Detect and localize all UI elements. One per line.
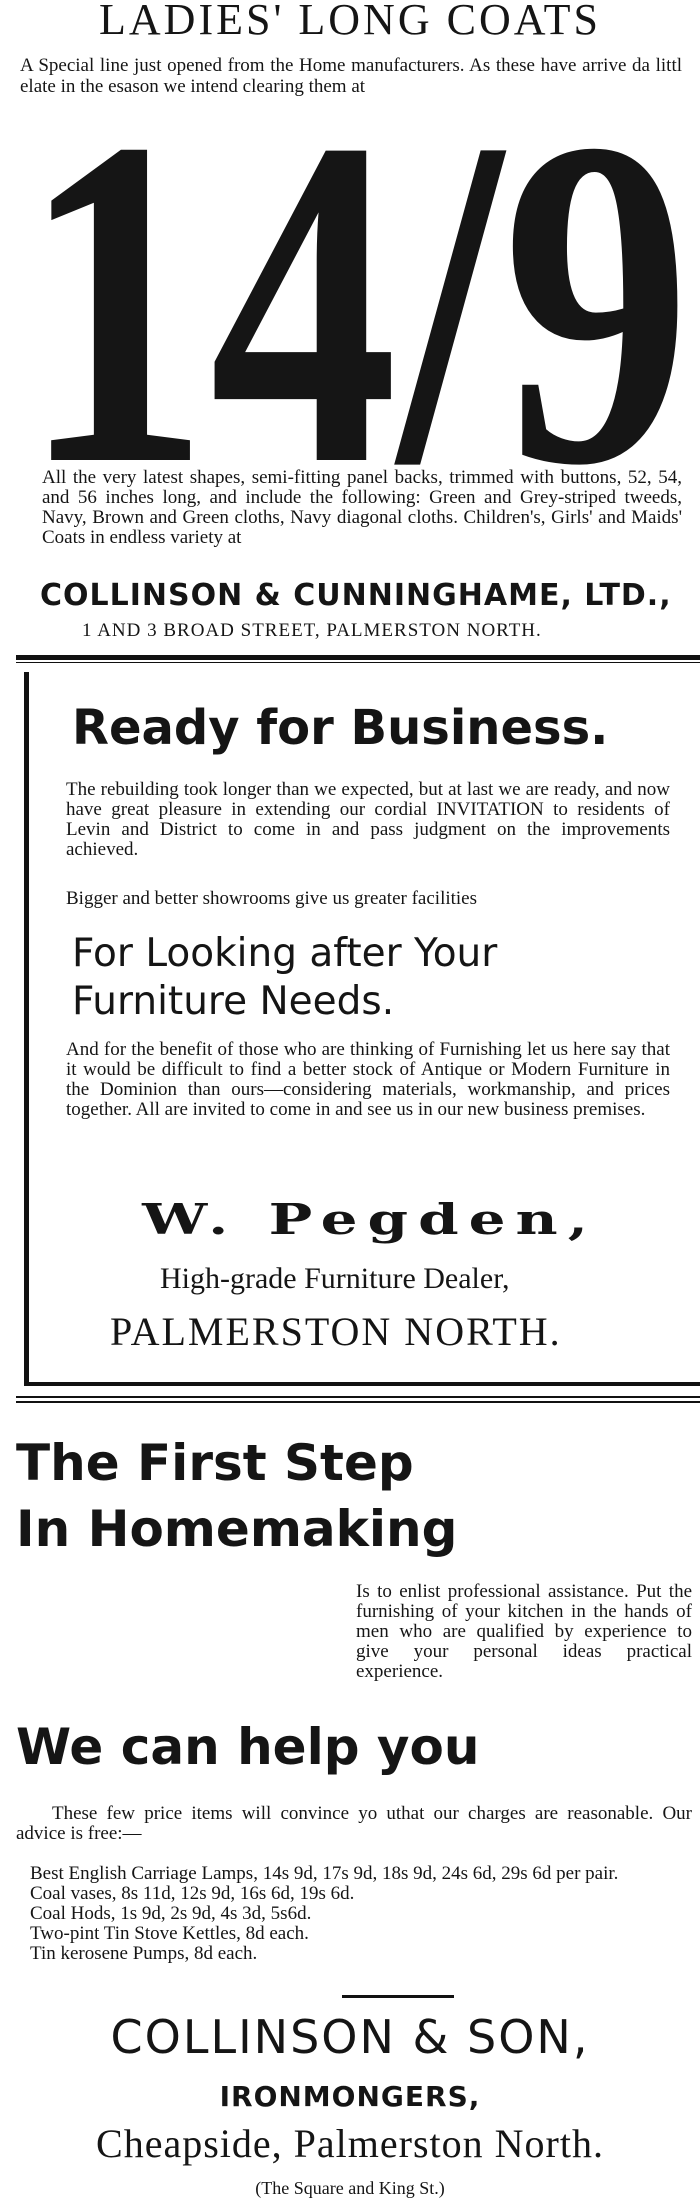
- collinson-location: Cheapside, Palmerston North.: [96, 2121, 604, 2166]
- section-divider-thin: [16, 662, 700, 663]
- pegden-subheadline-line-1: For Looking after Your: [72, 931, 498, 976]
- list-item: Two-pint Tin Stove Kettles, 8d each.: [30, 1923, 309, 1944]
- collinson-location-note: (The Square and King St.): [255, 2178, 445, 2198]
- short-divider: [342, 1995, 454, 1998]
- homemaking-lead: Is to enlist professional assistance. Put the furnishing of your kitchen in the hands of men who are qualified by experience to give your personal ideas practical experience.: [356, 1581, 692, 1682]
- coats-headline: LADIES' LONG COATS: [99, 0, 601, 44]
- coats-price-figure: 14/9: [21, 70, 691, 470]
- coats-intro: A Special line just opened from the Home manufacturers. As these have arrive da littl elate in the esason we intend clearing them at: [20, 55, 682, 97]
- coats-description: All the very latest shapes, semi-fitting panel backs, trimmed with buttons, 52, 54, and 56 inches long, and include the following: Green and Grey-striped tweeds, Navy, Brown and Green cloths, Navy diagonal cloths. Children's, Girls' and Maids' Coats in endless variety at: [42, 467, 682, 548]
- homemaking-headline-line-1: The First Step: [16, 1434, 414, 1492]
- pegden-paragraph-2: Bigger and better showrooms give us greater facilities: [66, 888, 478, 909]
- price-list: [30, 1864, 696, 1964]
- homemaking-headline-line-2: In Homemaking: [16, 1500, 458, 1558]
- coats-address: 1 AND 3 BROAD STREET, PALMERSTON NORTH.: [82, 620, 542, 641]
- pegden-firm-name: W. Pegden,: [142, 1195, 598, 1244]
- pegden-trade: High-grade Furniture Dealer,: [160, 1262, 510, 1295]
- coats-price: [16, 70, 696, 470]
- collinson-firm-name: COLLINSON & SON,: [110, 2010, 590, 2064]
- section-divider: [16, 655, 700, 660]
- list-item: Coal vases, 8s 11d, 12s 9d, 16s 6d, 19s 6d.: [30, 1883, 355, 1904]
- pegden-paragraph-3: And for the benefit of those who are thinking of Furnishing let us here say that it would be difficult to find a better stock of Antique or Modern Furniture in the Dominion than ours—considering materials, workmanship, and prices together. All are invited to come in and see us in our new business premises.: [66, 1039, 670, 1120]
- help-headline: We can help you: [16, 1718, 480, 1776]
- list-item: Coal Hods, 1s 9d, 2s 9d, 4s 3d, 5s6d.: [30, 1903, 312, 1924]
- pegden-subheadline: [72, 930, 497, 1026]
- coats-firm-name: COLLINSON & CUNNINGHAME, LTD.,: [40, 578, 672, 613]
- pegden-paragraph-1: The rebuilding took longer than we expected, but at last we are ready, and now have great pleasure in extending our cordial INVITATION to residents of Levin and District to come in and pass judgment on the improvements achieved.: [66, 779, 670, 860]
- section-divider: [16, 1396, 700, 1398]
- pegden-subheadline-line-2: Furniture Needs.: [72, 979, 395, 1024]
- price-list-intro: These few price items will convince yo uthat our charges are reasonable. Our advice is free:—: [16, 1803, 692, 1844]
- pegden-location: PALMERSTON NORTH.: [110, 1309, 562, 1354]
- pegden-headline: Ready for Business.: [72, 700, 609, 756]
- list-item: Tin kerosene Pumps, 8d each.: [30, 1943, 258, 1964]
- collinson-trade: IRONMONGERS,: [219, 2080, 481, 2113]
- list-item: Best English Carriage Lamps, 14s 9d, 17s 9d, 18s 9d, 24s 6d, 29s 6d per pair.: [30, 1863, 619, 1884]
- homemaking-headline: [16, 1430, 457, 1562]
- section-divider-thin: [16, 1401, 700, 1403]
